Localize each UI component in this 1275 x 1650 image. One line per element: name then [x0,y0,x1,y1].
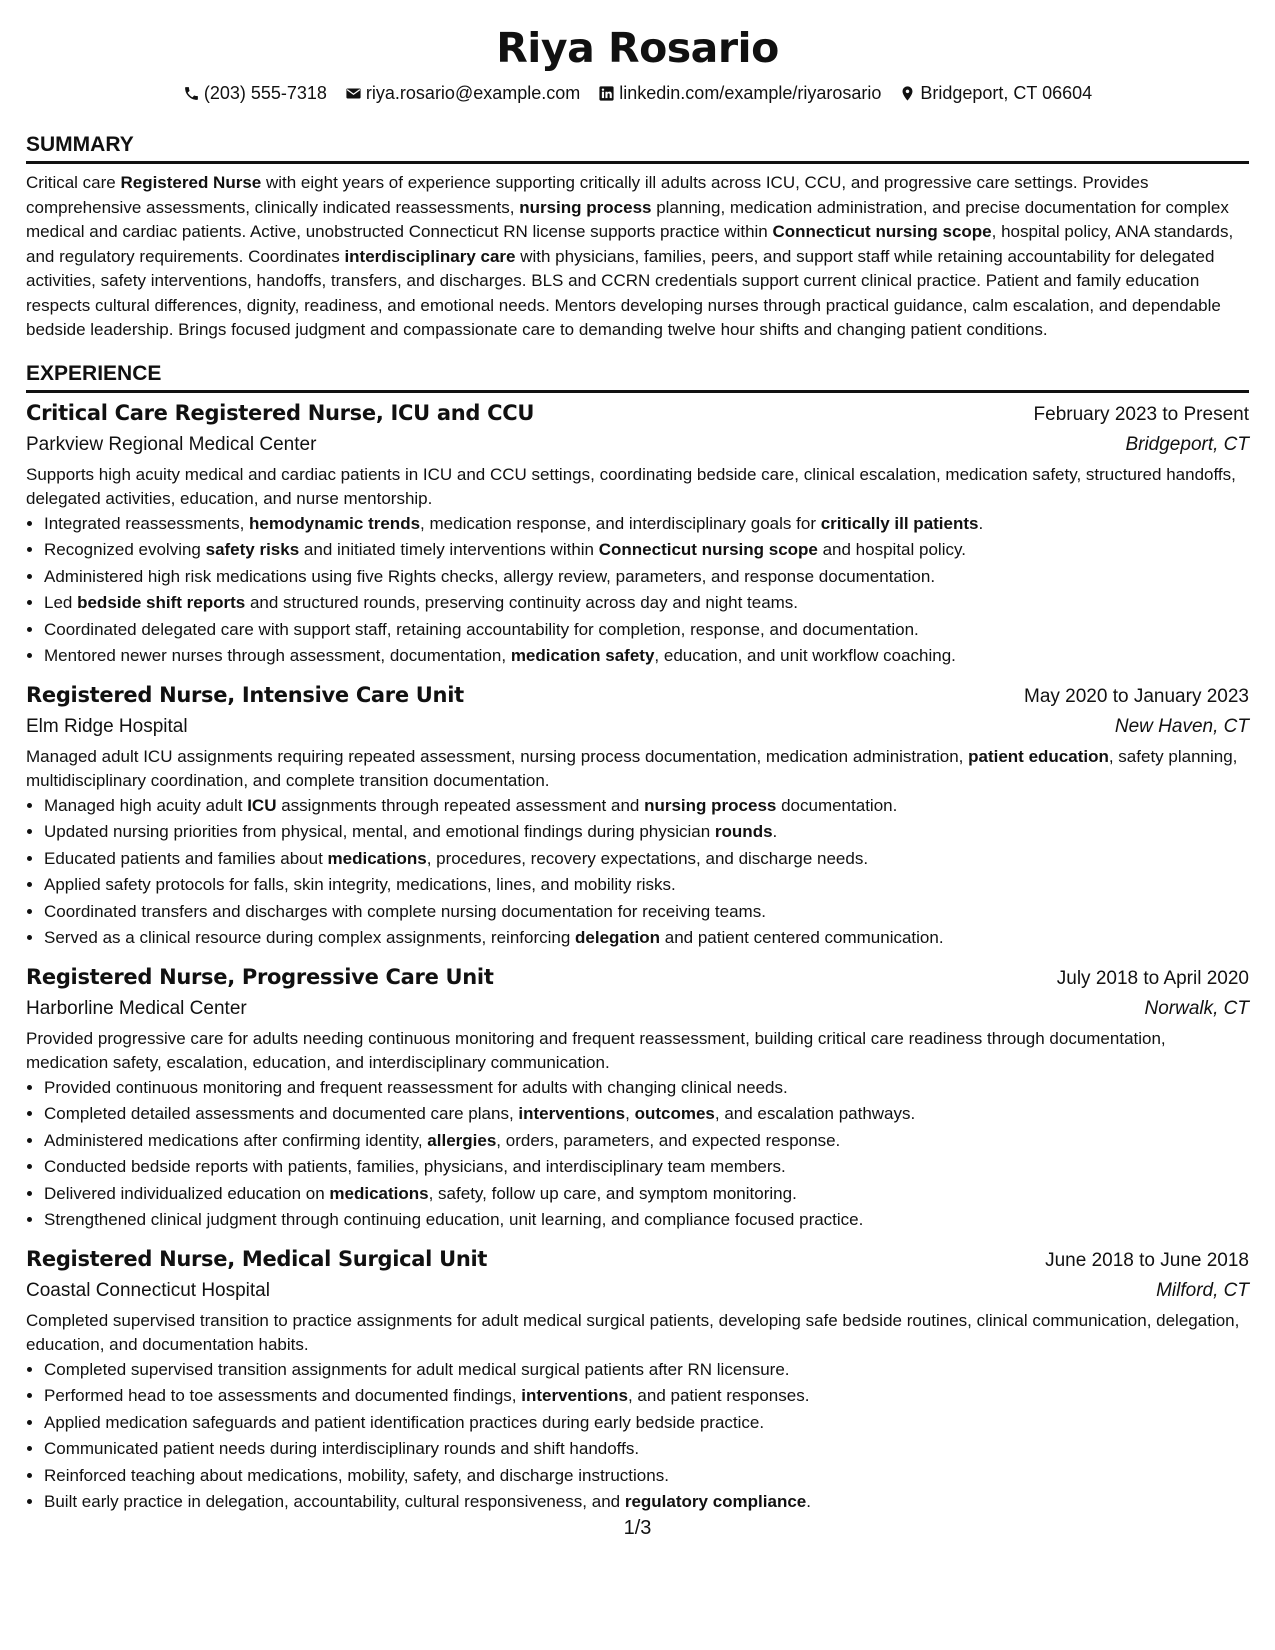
text-run: , education, and unit workflow coaching. [654,646,956,665]
text-run: with physicians, families, peers, and support staff while retaining accountability for delegated activities, safety interventions, handoffs, transfers, and discharges. BLS and CCRN credentials support current clinical practice. Patient and family education respects cultural differences, dignity, readiness, and emotional needs. Mentors developing nurses through practical guidance, calm escalation, and dependable bedside leadership. Brings focused judgment and compassionate care to demanding twelve hour shifts and changing patient conditions. [26,246,1221,339]
bullet-item [44,1101,1249,1128]
text-run: . [978,513,984,533]
bullet-item [44,925,1249,952]
text-run: Provided continuous monitoring and frequent reassessment for adults with changing clinical needs. [44,1077,788,1097]
text-run: Communicated patient needs during interdisciplinary rounds and shift handoffs. [44,1439,640,1458]
bold-text: medications [327,848,427,868]
text-run: Coordinated delegated care with support staff, retaining accountability for completion, response, and documentation. [44,619,919,639]
job-description [26,1027,1249,1075]
contact-location [899,80,1092,106]
contact-linkedin[interactable] [598,80,881,106]
bold-text: ICU [247,795,277,815]
text-run: Administered high risk medications using five Rights checks, allergy review, parameters, and response documentation. [44,566,936,586]
job-dates: February 2023 to Present [1033,403,1249,425]
text-run: Educated patients and families about [44,848,328,868]
bold-text: interventions [521,1386,628,1405]
text-run: Led [44,593,78,612]
text-run: , hospital policy, ANA standards, and regulatory requirements. Coordinates [26,222,1234,266]
text-run: Managed high acuity adult [44,795,248,815]
job-description [26,463,1249,511]
bold-text: patient education [968,746,1109,766]
experience-section [26,361,1249,1516]
job-company: Harborline Medical Center [26,997,247,1019]
bold-text: bedside shift reports [77,593,246,612]
bullet-item [44,793,1249,820]
bullet-item [44,1489,1249,1516]
job-description [26,745,1249,793]
bold-text: medication safety [510,646,655,665]
text-run: Built early practice in delegation, accountability, cultural responsiveness, and [44,1492,625,1511]
job-location: Milford, CT [1156,1279,1249,1301]
text-run: documentation. [776,795,898,815]
linkedin-icon [598,85,615,102]
text-run: Coordinated transfers and discharges with complete nursing documentation for receiving teams. [44,901,766,921]
job-org-row [26,994,1249,1024]
bold-text: outcomes [634,1104,715,1123]
bullet-item [44,1207,1249,1234]
envelope-icon [345,85,362,102]
bullet-item [44,1128,1249,1155]
job-entry [26,1244,1249,1516]
job-header-row [26,1244,1249,1276]
bullet-item [44,1383,1249,1410]
text-run: , orders, parameters, and expected response. [496,1130,841,1150]
job-location: Norwalk, CT [1144,997,1249,1019]
bold-text: rounds [714,822,773,841]
bold-text: nursing process [519,197,652,217]
bold-text: interdisciplinary care [344,246,516,266]
bullet-item [44,872,1249,899]
job-entry [26,398,1249,670]
bold-text: nursing process [644,795,777,815]
job-entry [26,962,1249,1234]
text-run: Served as a clinical resource during complex assignments, reinforcing [44,928,576,947]
job-company: Elm Ridge Hospital [26,715,188,737]
text-run: Conducted bedside reports with patients, families, physicians, and interdisciplinary team members. [44,1157,786,1176]
text-run: . [772,822,778,841]
text-run: Managed adult ICU assignments requiring repeated assessment, nursing process documentation, medication administration, [26,746,969,766]
bullet-item [44,511,1249,538]
text-run: Supports high acuity medical and cardiac patients in ICU and CCU settings, coordinating bedside care, clinical escalation, medication safety, structured handoffs, delegated activities, education, and nurse mentorship. [26,464,1236,508]
bullet-item [44,1410,1249,1437]
phone-icon [183,85,200,102]
job-dates: May 2020 to January 2023 [1024,685,1249,707]
job-bullets [26,1357,1249,1516]
bullet-item [44,1075,1249,1102]
job-header-row [26,680,1249,712]
job-bullets [26,511,1249,670]
bullet-item [44,1436,1249,1463]
text-run: Administered medications after confirming identity, [44,1130,428,1150]
job-org-row [26,430,1249,460]
text-run: , and patient responses. [627,1386,810,1405]
text-run: Critical care [26,173,121,192]
job-dates: June 2018 to June 2018 [1045,1249,1249,1271]
text-run: , and escalation pathways. [714,1104,916,1123]
bullet-item [44,1154,1249,1181]
text-run: with eight years of experience supporting critically ill adults across ICU, CCU, and progressive care settings. Provides comprehensive assessments, clinically indicated reassessments, [26,173,1149,217]
job-location: New Haven, CT [1114,715,1249,737]
linkedin-link[interactable]: linkedin.com/example/riyarosario [619,83,882,103]
job-bullets [26,793,1249,952]
text-run: Delivered individualized education on [44,1183,330,1203]
contact-bar [26,80,1249,106]
job-title: Registered Nurse, Progressive Care Unit [26,964,494,989]
bullet-item [44,1463,1249,1490]
text-run: Provided progressive care for adults needing continuous monitoring and frequent reassessment, building critical care readiness through documentation, medication safety, escalation, education, and interdisciplinary communication. [26,1028,1166,1072]
bold-text: Connecticut nursing scope [598,540,818,559]
bold-text: delegation [575,928,661,947]
jobs-list [26,398,1249,1516]
bold-text: regulatory compliance [624,1492,807,1511]
job-company: Coastal Connecticut Hospital [26,1279,270,1301]
summary-text [26,171,1249,343]
bullet-item [44,537,1249,564]
bold-text: interventions [518,1104,626,1123]
bold-text: safety risks [205,540,300,559]
bold-text: Registered Nurse [120,173,262,192]
bullet-item [44,1357,1249,1384]
job-header-row [26,962,1249,994]
bold-text: hemodynamic trends [249,513,421,533]
job-org-row [26,1276,1249,1306]
bullet-item [44,564,1249,591]
text-run: Completed supervised transition to practice assignments for adult medical surgical patients, developing safe bedside routines, clinical communication, delegation, education, and documentation habits. [26,1310,1240,1354]
bullet-item [44,590,1249,617]
text-run: Reinforced teaching about medications, mobility, safety, and discharge instructions. [44,1465,669,1485]
text-run: Performed head to toe assessments and documented findings, [44,1386,522,1405]
job-org-row [26,712,1249,742]
job-title: Registered Nurse, Intensive Care Unit [26,682,464,707]
job-title: Registered Nurse, Medical Surgical Unit [26,1246,488,1271]
text-run: , [625,1104,635,1123]
bold-text: Connecticut nursing scope [772,222,992,241]
text-run: Recognized evolving [44,540,206,559]
location-text: Bridgeport, CT 06604 [920,83,1093,103]
bold-text: allergies [427,1130,497,1150]
job-entry [26,680,1249,952]
job-company: Parkview Regional Medical Center [26,433,317,455]
bullet-item [44,617,1249,644]
text-run: , safety, follow up care, and symptom monitoring. [428,1183,797,1203]
bullet-item [44,1181,1249,1208]
text-run: . [806,1492,811,1511]
text-run: , procedures, recovery expectations, and discharge needs. [426,848,869,868]
bullet-item [44,643,1249,670]
text-run: Mentored newer nurses through assessment, documentation, [44,646,511,665]
text-run: Applied medication safeguards and patient identification practices during early bedside practice. [44,1412,765,1432]
bullet-item [44,819,1249,846]
phone-text: (203) 555-7318 [203,83,327,103]
candidate-name: Riya Rosario [496,24,779,72]
email-link[interactable]: riya.rosario@example.com [365,83,581,103]
job-location: Bridgeport, CT [1125,433,1249,455]
text-run: Applied safety protocols for falls, skin integrity, medications, lines, and mobility risks. [44,875,676,894]
section-title-summary: SUMMARY [26,132,1249,164]
bullet-item [44,846,1249,873]
text-run: Strengthened clinical judgment through continuing education, unit learning, and compliance focused practice. [44,1210,864,1229]
section-title-experience: EXPERIENCE [26,361,1249,393]
text-run: , medication response, and interdisciplinary goals for [420,513,821,533]
text-run: Integrated reassessments, [44,513,250,533]
text-run: and initiated timely interventions within [299,540,599,559]
contact-email[interactable] [345,80,580,106]
text-run: Updated nursing priorities from physical, mental, and emotional findings during physician [44,822,715,841]
text-run: , safety planning, multidisciplinary coordination, and complete transition documentation. [26,746,1238,790]
text-run: and patient centered communication. [660,928,944,947]
text-run: and hospital policy. [817,540,966,559]
text-run: Completed supervised transition assignments for adult medical surgical patients after RN licensure. [44,1359,790,1379]
job-description [26,1309,1249,1357]
job-title: Critical Care Registered Nurse, ICU and CCU [26,400,535,425]
job-bullets [26,1075,1249,1234]
text-run: assignments through repeated assessment and [276,795,645,815]
bold-text: critically ill patients [820,513,979,533]
contact-phone [183,80,327,106]
job-dates: July 2018 to April 2020 [1056,967,1249,989]
job-header-row [26,398,1249,430]
page-indicator: 1/3 [623,1517,652,1539]
summary-section [26,132,1249,343]
map-pin-icon [899,85,916,102]
text-run: Completed detailed assessments and documented care plans, [44,1104,519,1123]
text-run: and structured rounds, preserving continuity across day and night teams. [245,593,799,612]
text-run: planning, medication administration, and precise documentation for complex medical and cardiac patients. Active, unobstructed Connecticut RN license supports practice within [26,197,1229,241]
bullet-item [44,899,1249,926]
bold-text: medications [329,1183,429,1203]
